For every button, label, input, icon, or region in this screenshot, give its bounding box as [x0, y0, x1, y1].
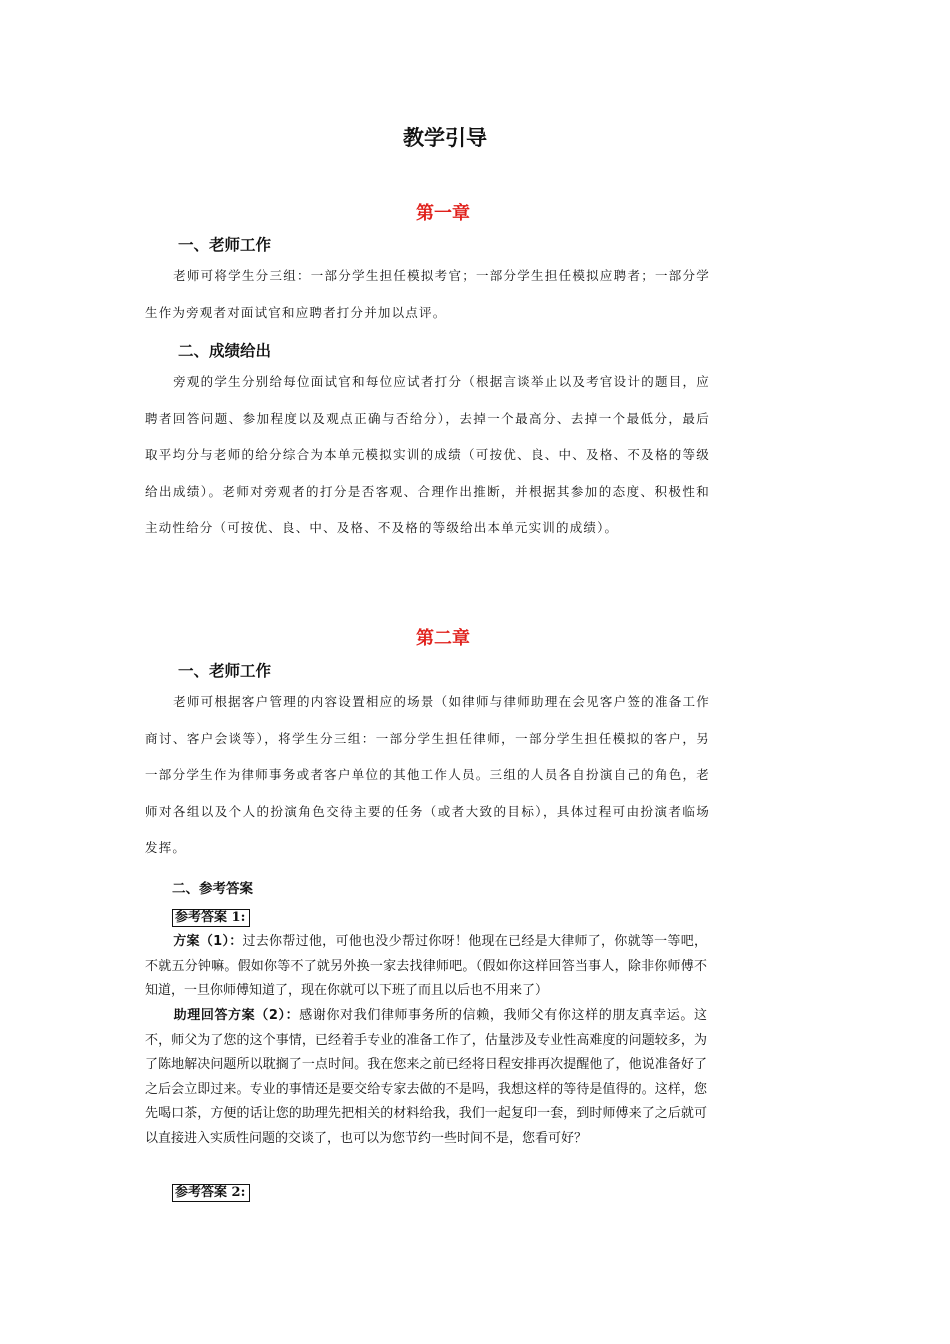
plan-2-label: 助理回答方案（2）： — [173, 1008, 300, 1023]
answer-2-label: 参考答案 2: — [172, 1184, 250, 1202]
plan-1-label: 方案（1）： — [173, 934, 243, 949]
ch2-section-1-paragraph — [145, 684, 710, 867]
plan-1-text: 过去你帮过他，可他也没少帮过你呀！他现在已经是大律师了，你就等一等吧，不就五分钟嘛。假如你等不了就另外换一家去找律师吧。（假如你这样回答当事人，除非你师傅不知道，一旦你师傅知道了，现在你就可以下班了而且以后也不用来了） — [145, 934, 707, 998]
ch1-section-2-heading: 二、成绩给出 — [178, 342, 272, 360]
ch1-section-2-paragraph — [145, 364, 710, 547]
ch1-section-1-heading: 一、老师工作 — [178, 236, 272, 254]
plan-2-text: 感谢你对我们律师事务所的信赖，我师父有你这样的朋友真幸运。这不，师父为了您的这个事情，已经着手专业的准备工作了，估量涉及专业性高难度的问题较多，为了陈地解决问题所以耽搁了一点时间。我在您来之前已经将日程安排再次提醒他了，他说准备好了之后会立即过来。专业的事情还是要交给专家去做的不是吗，我想这样的等待是值得的。这样，您先喝口茶，方便的话让您的助理先把相关的材料给我，我们一起复印一套，到时师傅来了之后就可以直接进入实质性问题的交谈了，也可以为您节约一些时间不是，您看可好？ — [145, 1008, 707, 1146]
ch1-section-1-text: 老师可将学生分三组：一部分学生担任模拟考官；一部分学生担任模拟应聘者；一部分学生作为旁观者对面试官和应聘者打分并加以点评。 — [145, 268, 710, 320]
ch2-section-1-text: 老师可根据客户管理的内容设置相应的场景（如律师与律师助理在会见客户签的准备工作商讨、客户会谈等），将学生分三组：一部分学生担任律师，一部分学生担任模拟的客户，另一部分学生作为律师事务或者客户单位的其他工作人员。三组的人员各自扮演自己的角色，老师对各组以及个人的扮演角色交待主要的任务（或者大致的目标），具体过程可由扮演者临场发挥。 — [145, 694, 710, 855]
plan-1-paragraph — [145, 930, 707, 1004]
ch2-section-1-heading: 一、老师工作 — [178, 662, 272, 680]
ch1-section-1-paragraph — [145, 258, 710, 331]
chapter-1-heading: 第一章 — [416, 203, 470, 224]
answer-1-label: 参考答案 1: — [172, 909, 250, 927]
document-title: 教学引导 — [403, 126, 487, 150]
chapter-2-heading: 第二章 — [416, 628, 470, 649]
ch1-section-2-text: 旁观的学生分别给每位面试官和每位应试者打分（根据言谈举止以及考官设计的题目，应聘者回答问题、参加程度以及观点正确与否给分），去掉一个最高分、去掉一个最低分，最后取平均分与老师的给分综合为本单元模拟实训的成绩（可按优、良、中、及格、不及格的等级给出成绩）。老师对旁观者的打分是否客观、合理作出推断，并根据其参加的态度、积极性和主动性给分（可按优、良、中、及格、不及格的等级给出本单元实训的成绩）。 — [145, 374, 710, 535]
ch2-section-2-heading: 二、参考答案 — [172, 881, 253, 897]
plan-2-paragraph — [145, 1004, 707, 1151]
